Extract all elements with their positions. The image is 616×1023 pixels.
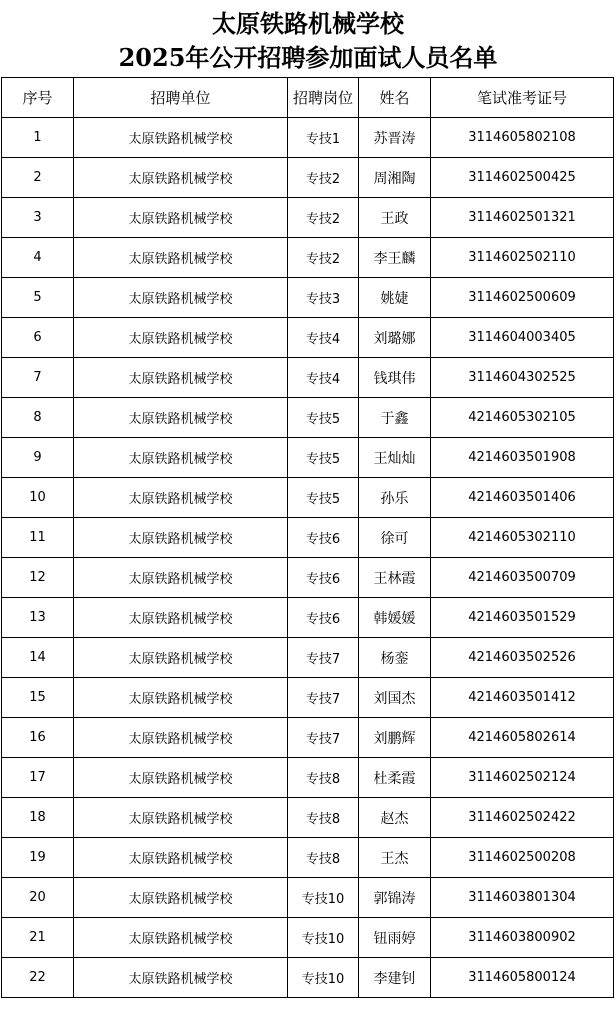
table-body (2, 118, 614, 998)
table-row (2, 878, 614, 918)
cell-exam-id: 4214605302110 (431, 518, 614, 558)
cell-unit: 太原铁路机械学校 (74, 358, 288, 398)
cell-exam-id: 3114604302525 (431, 358, 614, 398)
cell-unit: 太原铁路机械学校 (74, 558, 288, 598)
cell-position: 专技8 (288, 758, 359, 798)
cell-name: 李建钊 (359, 958, 431, 998)
table-row (2, 318, 614, 358)
cell-index: 16 (2, 718, 74, 758)
cell-name: 刘鹏辉 (359, 718, 431, 758)
cell-unit: 太原铁路机械学校 (74, 958, 288, 998)
cell-position: 专技2 (288, 238, 359, 278)
header-index: 序号 (2, 78, 74, 118)
table-row (2, 558, 614, 598)
cell-index: 20 (2, 878, 74, 918)
cell-exam-id: 4214603500709 (431, 558, 614, 598)
cell-exam-id: 4214603501406 (431, 478, 614, 518)
cell-position: 专技6 (288, 518, 359, 558)
cell-exam-id: 3114602502110 (431, 238, 614, 278)
cell-index: 22 (2, 958, 74, 998)
table-row (2, 518, 614, 558)
cell-position: 专技5 (288, 478, 359, 518)
table-row (2, 158, 614, 198)
cell-index: 21 (2, 918, 74, 958)
table-row (2, 478, 614, 518)
cell-position: 专技6 (288, 598, 359, 638)
cell-position: 专技8 (288, 838, 359, 878)
cell-position: 专技10 (288, 918, 359, 958)
table-row (2, 278, 614, 318)
table-header-row (2, 78, 614, 118)
cell-name: 孙乐 (359, 478, 431, 518)
cell-exam-id: 3114602502422 (431, 798, 614, 838)
cell-index: 12 (2, 558, 74, 598)
cell-position: 专技5 (288, 438, 359, 478)
cell-name: 苏晋涛 (359, 118, 431, 158)
cell-position: 专技10 (288, 958, 359, 998)
cell-name: 赵杰 (359, 798, 431, 838)
cell-name: 刘国杰 (359, 678, 431, 718)
cell-unit: 太原铁路机械学校 (74, 478, 288, 518)
cell-unit: 太原铁路机械学校 (74, 198, 288, 238)
table-row (2, 398, 614, 438)
cell-exam-id: 4214605302105 (431, 398, 614, 438)
table-row (2, 958, 614, 998)
cell-index: 8 (2, 398, 74, 438)
cell-exam-id: 4214603501412 (431, 678, 614, 718)
cell-index: 4 (2, 238, 74, 278)
cell-name: 王林霞 (359, 558, 431, 598)
table-row (2, 198, 614, 238)
cell-index: 9 (2, 438, 74, 478)
cell-unit: 太原铁路机械学校 (74, 758, 288, 798)
document-title-line1: 太原铁路机械学校 (212, 9, 404, 38)
cell-position: 专技7 (288, 718, 359, 758)
table-row (2, 678, 614, 718)
cell-name: 王灿灿 (359, 438, 431, 478)
cell-name: 钱琪伟 (359, 358, 431, 398)
cell-unit: 太原铁路机械学校 (74, 918, 288, 958)
cell-position: 专技4 (288, 358, 359, 398)
table-row (2, 838, 614, 878)
header-name: 姓名 (359, 78, 431, 118)
cell-index: 11 (2, 518, 74, 558)
cell-index: 1 (2, 118, 74, 158)
cell-position: 专技1 (288, 118, 359, 158)
cell-name: 王杰 (359, 838, 431, 878)
cell-unit: 太原铁路机械学校 (74, 158, 288, 198)
cell-name: 刘璐娜 (359, 318, 431, 358)
table-row (2, 758, 614, 798)
table-row (2, 598, 614, 638)
cell-exam-id: 4214603501529 (431, 598, 614, 638)
cell-exam-id: 3114602500208 (431, 838, 614, 878)
header-position: 招聘岗位 (288, 78, 359, 118)
cell-position: 专技7 (288, 638, 359, 678)
table-row (2, 918, 614, 958)
cell-position: 专技8 (288, 798, 359, 838)
document-title-line2: 2025年公开招聘参加面试人员名单 (118, 43, 498, 72)
cell-unit: 太原铁路机械学校 (74, 118, 288, 158)
cell-unit: 太原铁路机械学校 (74, 518, 288, 558)
cell-exam-id: 4214603501908 (431, 438, 614, 478)
candidate-table (1, 77, 614, 998)
table-row (2, 718, 614, 758)
cell-name: 于鑫 (359, 398, 431, 438)
header-exam-id: 笔试准考证号 (431, 78, 614, 118)
cell-index: 19 (2, 838, 74, 878)
cell-name: 周湘陶 (359, 158, 431, 198)
table-row (2, 238, 614, 278)
cell-name: 杜柔霞 (359, 758, 431, 798)
cell-name: 韩媛媛 (359, 598, 431, 638)
table-row (2, 358, 614, 398)
cell-position: 专技2 (288, 158, 359, 198)
table-row (2, 638, 614, 678)
cell-exam-id: 3114602500609 (431, 278, 614, 318)
cell-position: 专技3 (288, 278, 359, 318)
cell-exam-id: 3114602501321 (431, 198, 614, 238)
cell-exam-id: 3114602502124 (431, 758, 614, 798)
cell-exam-id: 4214605802614 (431, 718, 614, 758)
cell-name: 姚婕 (359, 278, 431, 318)
cell-index: 10 (2, 478, 74, 518)
cell-name: 杨銮 (359, 638, 431, 678)
cell-position: 专技10 (288, 878, 359, 918)
cell-name: 徐可 (359, 518, 431, 558)
cell-unit: 太原铁路机械学校 (74, 678, 288, 718)
cell-unit: 太原铁路机械学校 (74, 878, 288, 918)
cell-exam-id: 3114603800902 (431, 918, 614, 958)
cell-position: 专技6 (288, 558, 359, 598)
cell-index: 15 (2, 678, 74, 718)
cell-index: 18 (2, 798, 74, 838)
cell-exam-id: 3114603801304 (431, 878, 614, 918)
cell-name: 王政 (359, 198, 431, 238)
cell-index: 6 (2, 318, 74, 358)
cell-exam-id: 3114605800124 (431, 958, 614, 998)
cell-unit: 太原铁路机械学校 (74, 238, 288, 278)
cell-index: 3 (2, 198, 74, 238)
cell-index: 2 (2, 158, 74, 198)
cell-exam-id: 3114602500425 (431, 158, 614, 198)
cell-unit: 太原铁路机械学校 (74, 798, 288, 838)
cell-index: 7 (2, 358, 74, 398)
cell-unit: 太原铁路机械学校 (74, 598, 288, 638)
cell-unit: 太原铁路机械学校 (74, 398, 288, 438)
cell-unit: 太原铁路机械学校 (74, 318, 288, 358)
cell-index: 13 (2, 598, 74, 638)
cell-unit: 太原铁路机械学校 (74, 718, 288, 758)
cell-unit: 太原铁路机械学校 (74, 438, 288, 478)
cell-index: 17 (2, 758, 74, 798)
cell-exam-id: 3114605802108 (431, 118, 614, 158)
table-row (2, 438, 614, 478)
cell-name: 李王麟 (359, 238, 431, 278)
cell-unit: 太原铁路机械学校 (74, 838, 288, 878)
cell-name: 郭锦涛 (359, 878, 431, 918)
header-unit: 招聘单位 (74, 78, 288, 118)
cell-position: 专技2 (288, 198, 359, 238)
cell-index: 5 (2, 278, 74, 318)
cell-position: 专技7 (288, 678, 359, 718)
cell-name: 钮雨婷 (359, 918, 431, 958)
cell-unit: 太原铁路机械学校 (74, 278, 288, 318)
cell-exam-id: 3114604003405 (431, 318, 614, 358)
cell-position: 专技5 (288, 398, 359, 438)
table-row (2, 798, 614, 838)
table-row (2, 118, 614, 158)
cell-unit: 太原铁路机械学校 (74, 638, 288, 678)
cell-exam-id: 4214603502526 (431, 638, 614, 678)
cell-index: 14 (2, 638, 74, 678)
cell-position: 专技4 (288, 318, 359, 358)
